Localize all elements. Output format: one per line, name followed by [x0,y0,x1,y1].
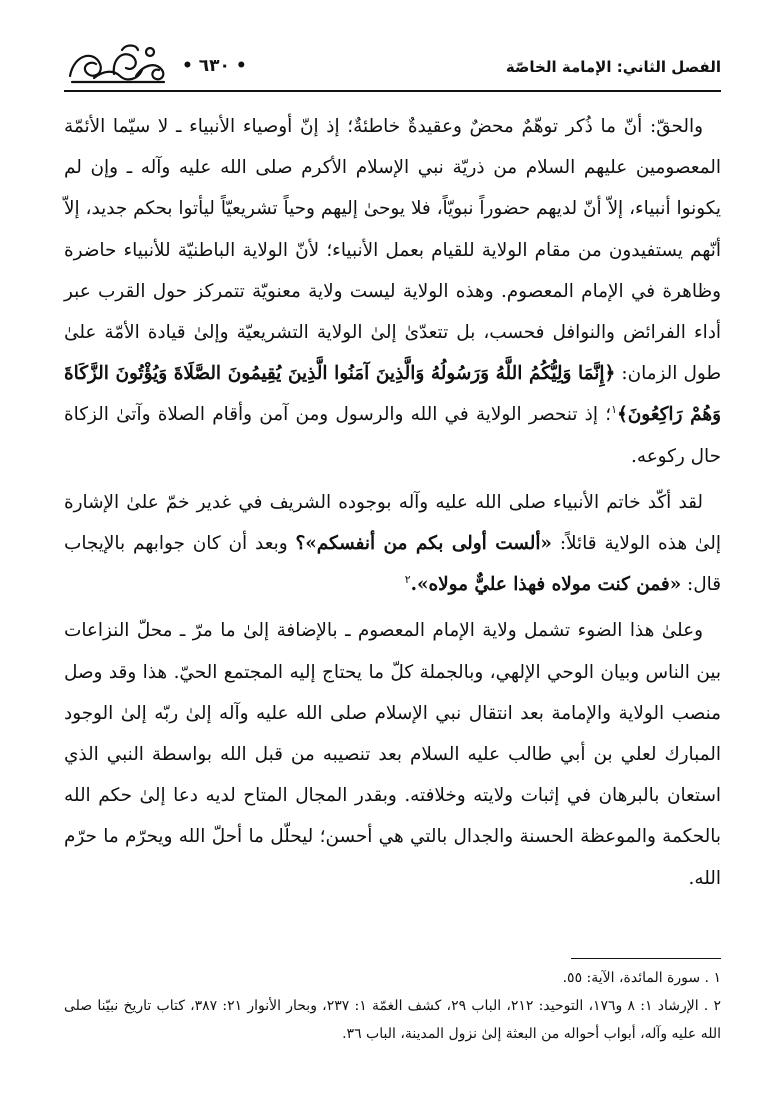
footnote-mark: ٢ [404,573,411,587]
hadith-quote: «ألست أولى بكم من أنفسكم»؟ [295,533,552,555]
quran-verse: ﴿إِنَّمَا وَلِيُّكُمُ اللَّهُ وَرَسُولُهُ وَالَّذِينَ آمَنُوا الَّذِينَ يُقِيمُونَ الصَّلَاةَ وَيُؤْتُونَ الزَّكَاةَ وَهُمْ رَاكِعُونَ﴾ [64,363,721,426]
paragraph [64,482,721,606]
calligraphic-ornament-icon [64,40,168,88]
paragraph-text: لقد أكّد خاتم الأنبياء صلى الله عليه وآله بوجوده الشريف في غدير خمّ علىٰ الإشارة إلىٰ هذه الولاية قائلاً: [64,491,721,555]
paragraph-text: والحقّ: أنّ ما ذُكر توهّمٌ محضٌ وعقيدةٌ خاطئةٌ؛ إذ إنّ أوصياء الأنبياء ـ لا سيّما الأئمّة المعصومين عليهم السلام من ذريّة نبي الإسلام الأكرم صلى الله عليه وآله ـ وإن لم يكونوا أنبياء، إلاّ أنّ لديهم حضوراً نبويّاً، فلا يوحىٰ إليهم وحياً تشريعيّاً ليأتوا بحكم جديد، إلاّ أنّهم يستفيدون من مقام الولاية للقيام بعمل الأنبياء؛ لأنّ الولاية الباطنيّة للأنبياء حاضرة وظاهرة في الإمام المعصوم. وهذه الولاية ليست ولاية معنويّة تتمركز حول القرب عبر أداء الفرائض والنوافل فحسب، بل تتعدّىٰ إلىٰ الولاية التشريعيّة وإلىٰ قيادة الأمّة علىٰ طول الزمان: [64,116,721,385]
paragraph-text: وعلىٰ هذا الضوء تشمل ولاية الإمام المعصوم ـ بالإضافة إلىٰ ما مرّ ـ محلّ النزاعات بين الناس وبيان الوحي الإلهي، وبالجملة كلّ ما يحتاج إليه المجتمع الحيّ. هذا وقد وصل منصب الولاية والإمامة بعد انتقال نبي الإسلام صلى الله عليه وآله إلىٰ ربّه إلىٰ الوجود المبارك لعلي بن أبي طالب عليه السلام بعد تنصيبه من قبل الله بواسطة النبي الذي استعان بالبرهان في إثبات ولايته وخلافته. وبقدر المجال المتاح لديه دعا إلىٰ حكم الله بالحكمة والموعظة الحسنة والجدال بالتي هي أحسن؛ ليحلّل ما أحلّ الله ويحرّم ما حرّم الله. [64,620,721,889]
footnote: ٢ . الإرشاد ١: ٨ و١٧٦، التوحيد: ٢١٢، الباب ٢٩، كشف الغمّة ١: ٢٣٧، وبحار الأنوار ٢١: ٣٨٧، كتاب تاريخ نبيّنا صلى الله عليه وآله، أبواب أحواله من البعثة إلىٰ نزول المدينة، الباب ٣٦. [64,998,722,1042]
main-text [64,106,721,899]
page-number: • ٦٣٠ • [182,56,247,76]
page-header [64,44,721,92]
footnotes [64,964,721,1048]
hadith-quote: «فمن كنت مولاه فهذا عليٌّ مولاه». [410,574,682,596]
paragraph-text: وبعد أن كان جوابهم بالإيجاب قال: [64,533,721,596]
footnote-divider [571,958,721,959]
running-title: الفصل الثاني: الإمامة الخاصّة [505,58,721,76]
footnote: ١ . سورة المائدة، الآية: ٥٥. [562,970,721,986]
paragraph [64,610,721,898]
paragraph [64,106,721,477]
footnote-mark: ١ [611,403,617,417]
paragraph-text: ؛ إذ تنحصر الولاية في الله والرسول ومن آمن وأقام الصلاة وآتىٰ الزكاة حال ركوعه. [64,404,721,467]
